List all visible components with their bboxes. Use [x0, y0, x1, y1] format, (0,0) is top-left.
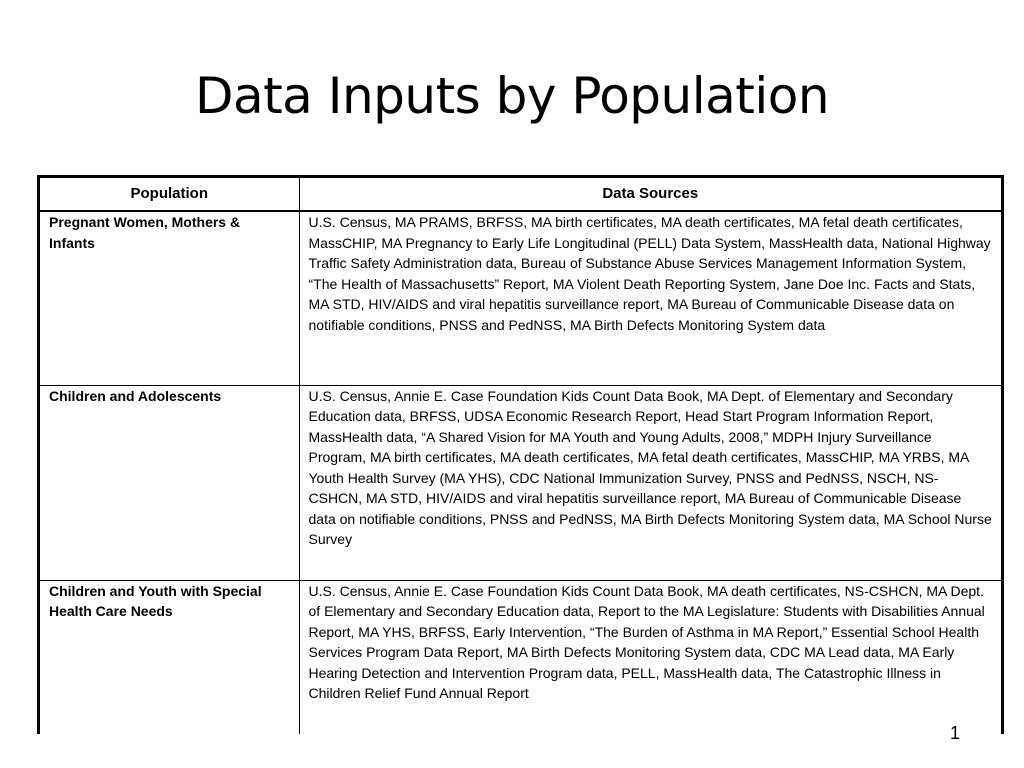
data-sources-cell: U.S. Census, Annie E. Case Foundation Kids Count Data Book, MA death certificates, NS-CSHCN, MA Dept. of Elementary and Secondary Education data, Report to the MA Legislature: Students with Disabilities Annual Report, MA YHS, BRFSS, Early Intervention, “The Burden of Asthma in MA Report,” Essential School Health Services Program Data Report, MA Birth Defects Monitoring System data, CDC MA Lead data, MA Early Hearing Detection and Intervention Program data, PELL, MassHealth data, The Catastrophic Illness in Children Relief Fund Annual Report: [299, 580, 1001, 734]
data-sources-cell: U.S. Census, Annie E. Case Foundation Kids Count Data Book, MA Dept. of Elementary and Secondary Education data, BRFSS, UDSA Economic Research Report, Head Start Program Information Report, MassHealth data, “A Shared Vision for MA Youth and Young Adults, 2008,” MDPH Injury Surveillance Program, MA birth certificates, MA death certificates, MA fetal death certificates, MassCHIP, MA YRBS, MA Youth Health Survey (MA YHS), CDC National Immunization Survey, PNSS and PedNSS, NSCH, NS-CSHCN, MA STD, HIV/AIDS and viral hepatitis surveillance report, MA Bureau of Communicable Disease data on notifiable conditions, PNSS and PedNSS, MA Birth Defects Monitoring System data, MA School Nurse Survey: [299, 385, 1001, 580]
data-sources-table-container: [37, 175, 1004, 734]
table-row: [40, 211, 1001, 385]
population-cell: Pregnant Women, Mothers & Infants: [40, 211, 299, 385]
column-header-data-sources: Data Sources: [299, 178, 1001, 211]
slide-number: 1: [950, 723, 961, 743]
column-header-population: Population: [40, 178, 299, 211]
population-cell: Children and Youth with Special Health Care Needs: [40, 580, 299, 734]
slide-title: Data Inputs by Population: [194, 67, 830, 125]
table-header-row: [40, 178, 1001, 211]
population-cell: Children and Adolescents: [40, 385, 299, 580]
table-row: [40, 385, 1001, 580]
data-sources-table: [40, 178, 1001, 734]
table-row: [40, 580, 1001, 734]
data-sources-cell: U.S. Census, MA PRAMS, BRFSS, MA birth certificates, MA death certificates, MA fetal death certificates, MassCHIP, MA Pregnancy to Early Life Longitudinal (PELL) Data System, MassHealth data, National Highway Traffic Safety Administration data, Bureau of Substance Abuse Services Management Information System, “The Health of Massachusetts” Report, MA Violent Death Reporting System, Jane Doe Inc. Facts and Stats, MA STD, HIV/AIDS and viral hepatitis surveillance report, MA Bureau of Communicable Disease data on notifiable conditions, PNSS and PedNSS, MA Birth Defects Monitoring System data: [299, 211, 1001, 385]
